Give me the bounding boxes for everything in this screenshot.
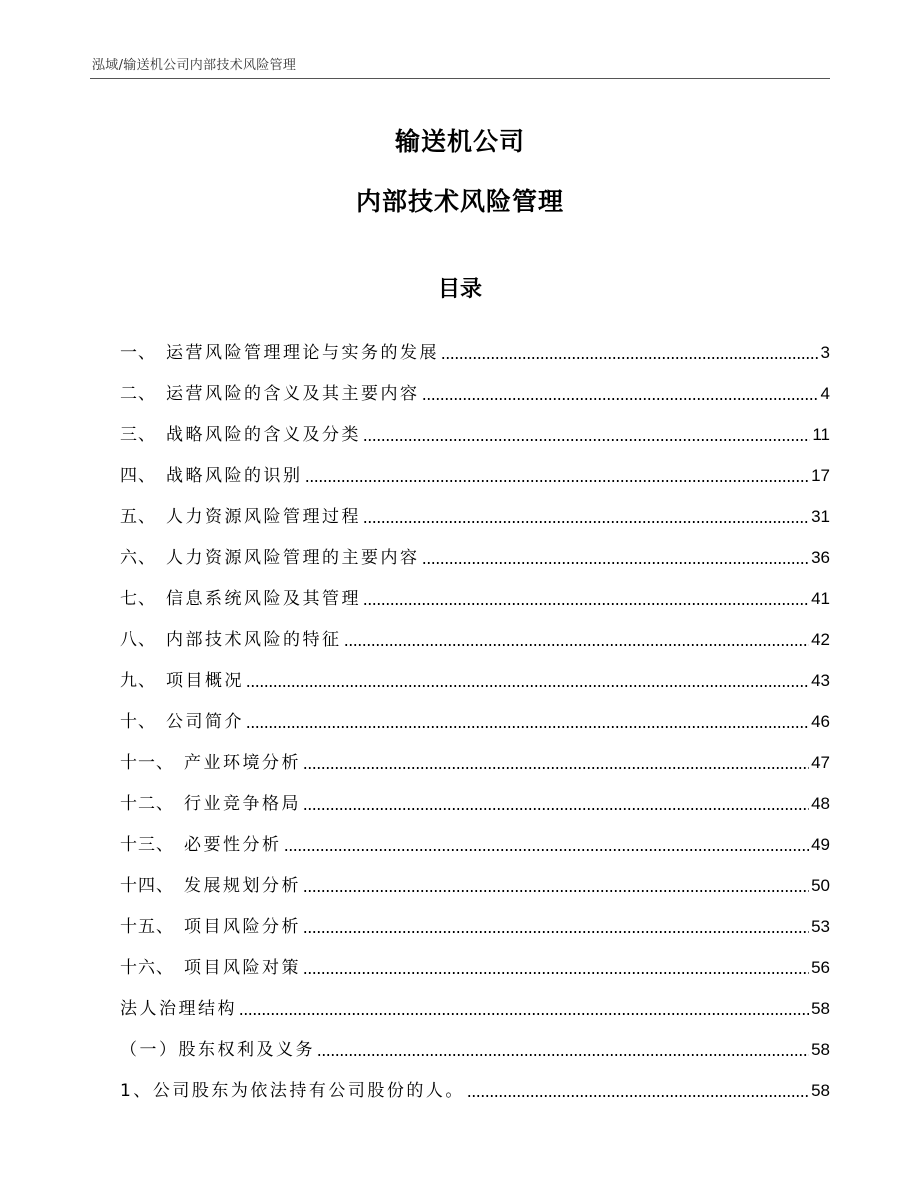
toc-entry-page-number: 58: [811, 999, 830, 1018]
toc-dot-leader: [303, 808, 809, 810]
toc-entry-number: 二、: [120, 384, 156, 404]
toc-entry-page-number: 41: [811, 589, 830, 608]
toc-entry[interactable]: [120, 1060, 830, 1101]
toc-dot-leader: [246, 685, 809, 687]
toc-entry[interactable]: [120, 568, 830, 609]
toc-entry-label: 产业环境分析: [184, 753, 301, 773]
document-title-line-2: 内部技术风险管理: [355, 187, 564, 216]
toc-dot-leader: [239, 1013, 809, 1015]
toc-dot-leader: [344, 644, 810, 646]
toc-entry[interactable]: [120, 896, 830, 937]
toc-dot-leader: [363, 521, 809, 523]
toc-entry-number: 四、: [120, 466, 156, 486]
toc-entry-label: 战略风险的含义及分类: [166, 425, 361, 445]
toc-entry-label: 项目风险分析: [184, 917, 301, 937]
toc-entry-page-number: 43: [811, 671, 830, 690]
toc-entry-page-number: 11: [812, 425, 830, 444]
toc-entry[interactable]: [120, 978, 830, 1019]
toc-entry-number: 十六、: [120, 958, 174, 978]
toc-entry-page-number: 3: [820, 343, 830, 362]
toc-dot-leader: [284, 849, 810, 851]
toc-entry-label: （一）股东权利及义务: [120, 1040, 315, 1060]
toc-entry-page-number: 48: [811, 794, 830, 813]
toc-dot-leader: [467, 1095, 809, 1097]
toc-entry-number: 十三、: [120, 835, 174, 855]
toc-entry[interactable]: [120, 1019, 830, 1060]
toc-entry-number: 三、: [120, 425, 156, 445]
toc-entry[interactable]: [120, 650, 830, 691]
toc-entry-label: 人力资源风险管理过程: [166, 507, 361, 527]
toc-entry-number: 七、: [120, 589, 156, 609]
toc-entry-label: 人力资源风险管理的主要内容: [166, 548, 420, 568]
toc-entry[interactable]: [120, 404, 830, 445]
toc-dot-leader: [305, 480, 810, 482]
toc-dot-leader: [317, 1054, 809, 1056]
toc-entry[interactable]: [120, 486, 830, 527]
toc-dot-leader: [363, 439, 810, 441]
toc-entry-page-number: 46: [811, 712, 830, 731]
toc-entry-label: 必要性分析: [184, 835, 282, 855]
toc-entry-page-number: 58: [811, 1040, 830, 1059]
toc-entry-label: 运营风险的含义及其主要内容: [166, 384, 420, 404]
toc-dot-leader: [363, 603, 809, 605]
toc-dot-leader: [303, 972, 809, 974]
toc-entry[interactable]: [120, 691, 830, 732]
toc-entry[interactable]: [120, 773, 830, 814]
toc-dot-leader: [303, 931, 809, 933]
toc-entry-label: 内部技术风险的特征: [166, 630, 342, 650]
toc-entry[interactable]: [120, 322, 830, 363]
toc-entry-page-number: 50: [811, 876, 830, 895]
header-divider: [90, 78, 830, 79]
toc-dot-leader: [441, 357, 819, 359]
toc-entry-page-number: 58: [811, 1081, 830, 1100]
toc-entry-page-number: 17: [811, 466, 830, 485]
toc-entry[interactable]: [120, 363, 830, 404]
toc-entry-number: 一、: [120, 343, 156, 363]
toc-entry-number: 十五、: [120, 917, 174, 937]
toc-entry-number: 六、: [120, 548, 156, 568]
toc-entry-page-number: 47: [811, 753, 830, 772]
toc-entry-page-number: 4: [820, 384, 830, 403]
running-header: 泓域/输送机公司内部技术风险管理: [92, 58, 297, 73]
toc-entry[interactable]: [120, 732, 830, 773]
toc-dot-leader: [303, 767, 809, 769]
toc-entry-page-number: 31: [811, 507, 830, 526]
toc-entry-page-number: 53: [811, 917, 830, 936]
toc-entry-label: 法人治理结构: [120, 999, 237, 1019]
toc-entry-number: 十四、: [120, 876, 174, 896]
toc-entry-label: 项目概况: [166, 671, 244, 691]
toc-entry[interactable]: [120, 814, 830, 855]
toc-dot-leader: [422, 562, 810, 564]
toc-entry-page-number: 56: [811, 958, 830, 977]
toc-dot-leader: [303, 890, 809, 892]
toc-entry-page-number: 42: [811, 630, 830, 649]
toc-entry-page-number: 36: [811, 548, 830, 567]
toc-entry-label: 行业竞争格局: [184, 794, 301, 814]
toc-entry-number: 十一、: [120, 753, 174, 773]
toc-entry[interactable]: [120, 609, 830, 650]
toc-entry-label: 发展规划分析: [184, 876, 301, 896]
table-of-contents: [120, 322, 830, 1101]
toc-entry[interactable]: [120, 855, 830, 896]
toc-entry[interactable]: [120, 937, 830, 978]
toc-heading: 目录: [437, 277, 482, 302]
toc-entry[interactable]: [120, 527, 830, 568]
toc-entry-number: 五、: [120, 507, 156, 527]
toc-entry-number: 十、: [120, 712, 156, 732]
toc-dot-leader: [422, 398, 819, 400]
toc-entry-label: 运营风险管理理论与实务的发展: [166, 343, 439, 363]
toc-entry-number: 十二、: [120, 794, 174, 814]
toc-entry-label: 1、公司股东为依法持有公司股份的人。: [120, 1081, 465, 1101]
toc-entry[interactable]: [120, 445, 830, 486]
toc-entry-label: 公司简介: [166, 712, 244, 732]
toc-entry-number: 八、: [120, 630, 156, 650]
toc-entry-label: 战略风险的识别: [166, 466, 303, 486]
toc-entry-label: 项目风险对策: [184, 958, 301, 978]
document-title-line-1: 输送机公司: [394, 127, 525, 156]
toc-entry-label: 信息系统风险及其管理: [166, 589, 361, 609]
toc-entry-page-number: 49: [811, 835, 830, 854]
toc-dot-leader: [246, 726, 809, 728]
toc-entry-number: 九、: [120, 671, 156, 691]
